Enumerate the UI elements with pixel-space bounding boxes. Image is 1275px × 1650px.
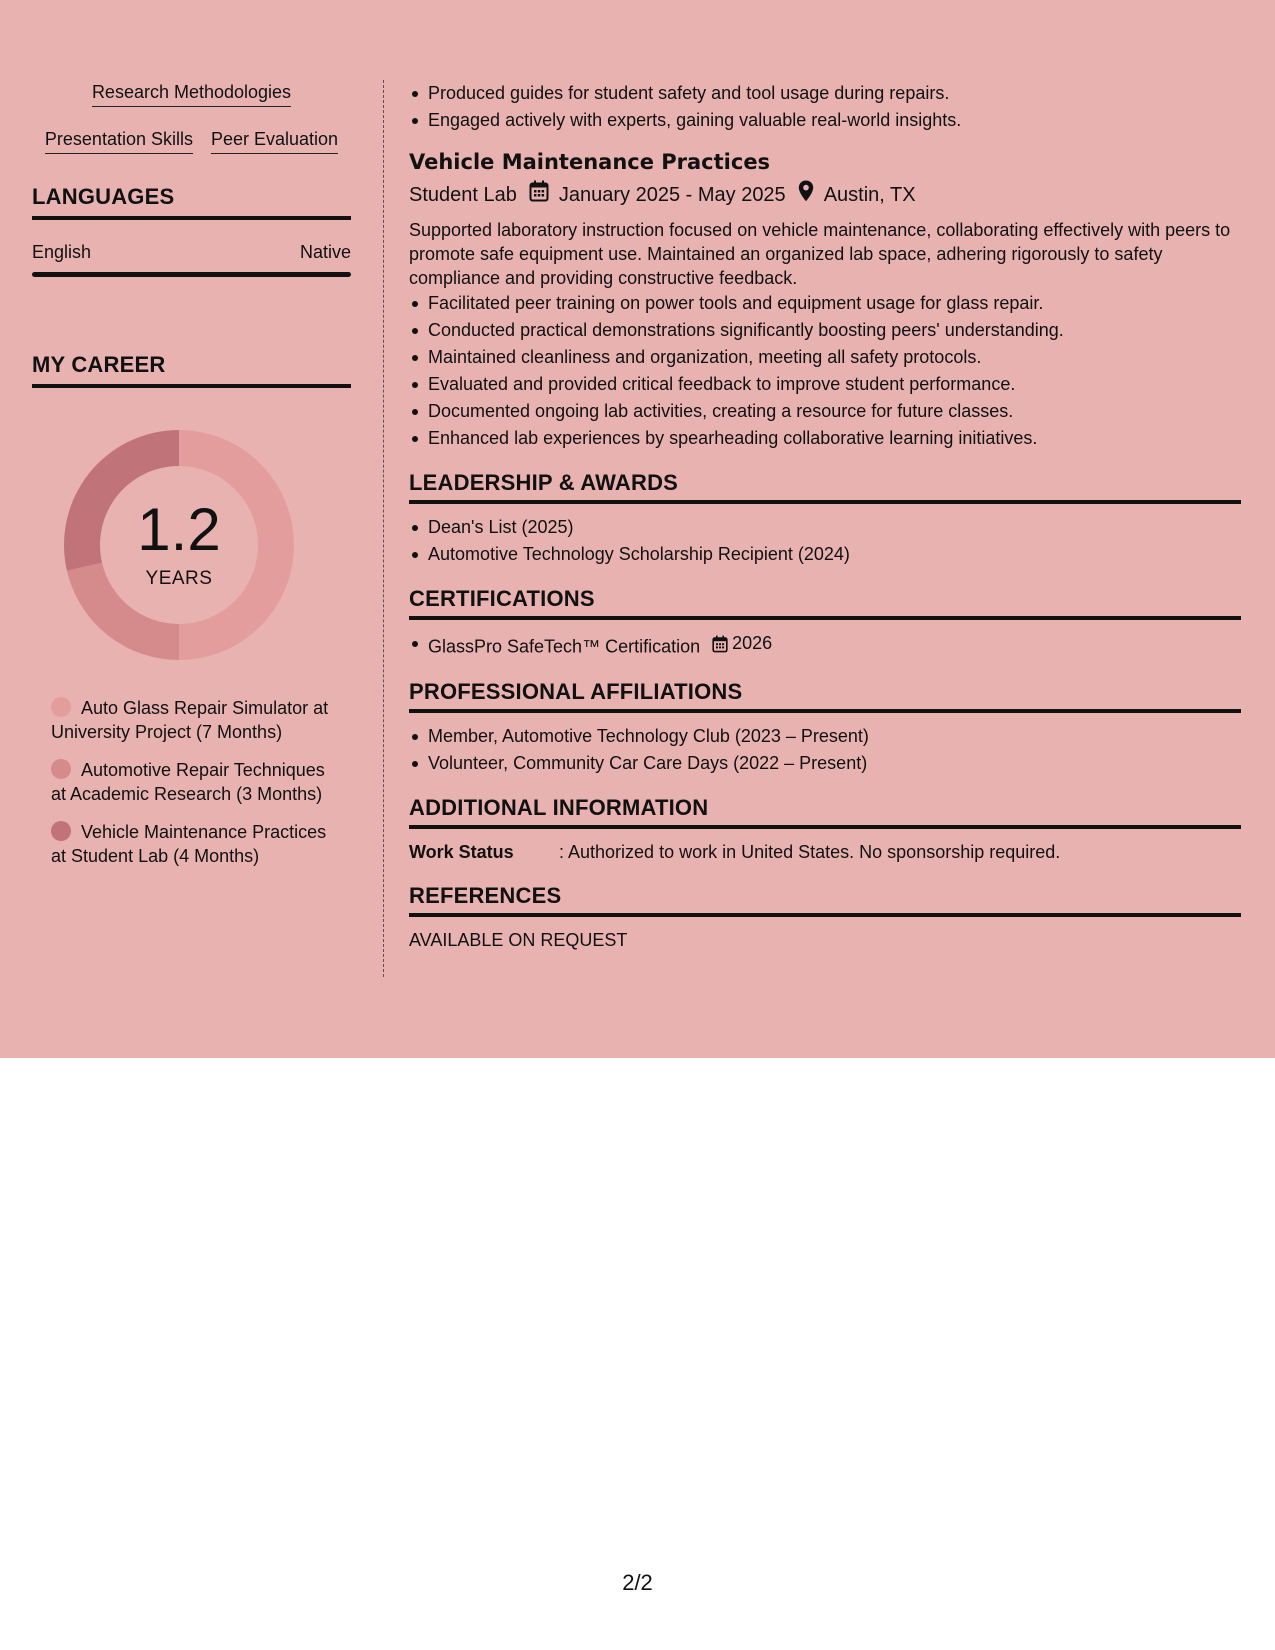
awards-heading: LEADERSHIP & AWARDS [409,470,1241,504]
list-item: Maintained cleanliness and organization, meeting all safety protocols. [409,344,1241,371]
list-item: Enhanced lab experiences by spearheading collaborative learning initiatives. [409,425,1241,452]
certification-name: GlassPro SafeTech™ Certification [428,636,701,657]
language-level: Native [299,242,351,262]
work-status-value: : Authorized to work in United States. No sponsorship required. [559,841,1061,862]
experience-description: Supported laboratory instruction focused on vehicle maintenance, collaborating effectively with peers to promote safe equipment use. Maintained an organized lab space, adhering rigorously to safety compliance and providing constructive feedback. [409,220,1231,288]
list-item: Member, Automotive Technology Club (2023 – Present) [409,723,1241,750]
list-item: Volunteer, Community Car Care Days (2022 – Present) [409,750,1241,777]
career-heading: MY CAREER [32,352,351,388]
legend-dot [51,759,71,779]
skills-row-1 [32,80,351,107]
list-item: Automotive Technology Scholarship Recipient (2024) [409,541,1241,568]
skills-row-2 [32,127,351,154]
career-legend [51,696,341,868]
certification-date [712,630,772,657]
calendar-icon [529,180,549,210]
certifications-list [409,630,1241,661]
right-column [409,80,1241,953]
list-item: Facilitated peer training on power tools and equipment usage for glass repair. [409,290,1241,317]
skills-list [32,80,351,154]
location-pin-icon [798,180,814,210]
work-status-row [409,839,1241,865]
list-item [409,630,1241,661]
experience-org: Student Lab [409,184,517,206]
experience-dates: January 2025 - May 2025 [558,184,786,206]
language-name: English [32,242,92,262]
legend-item [51,758,341,806]
additional-info-heading: ADDITIONAL INFORMATION [409,795,1241,829]
list-item: Evaluated and provided critical feedback to improve student performance. [409,371,1241,398]
previous-experience-bullets [409,80,1241,134]
language-level-bar [32,272,351,277]
legend-label: Automotive Repair Techniques at Academic Research (3 Months) [51,760,325,804]
experience-title: Vehicle Maintenance Practices [409,150,771,174]
list-item: Documented ongoing lab activities, creating a resource for future classes. [409,398,1241,425]
legend-label: Auto Glass Repair Simulator at University Project (7 Months) [51,698,329,742]
page-number: 2/2 [622,1570,653,1595]
experience-meta [409,180,1241,210]
languages-heading: LANGUAGES [32,184,351,220]
experience-location: Austin, TX [823,184,916,206]
references-heading: REFERENCES [409,883,1241,917]
career-total-years: 1.2 [137,496,221,563]
affiliations-list [409,723,1241,777]
left-column [32,80,351,882]
skill-tag: Presentation Skills [45,127,193,154]
work-status-label: Work Status [409,841,514,862]
language-row [32,240,351,264]
references-text: AVAILABLE ON REQUEST [409,929,628,950]
legend-item [51,696,341,744]
legend-label: Vehicle Maintenance Practices at Student Lab (4 Months) [51,822,327,866]
legend-dot [51,821,71,841]
experience-bullets [409,290,1241,452]
calendar-icon [712,635,728,653]
list-item: Dean's List (2025) [409,514,1241,541]
list-item: Conducted practical demonstrations significantly boosting peers' understanding. [409,317,1241,344]
career-donut-chart [64,430,294,660]
affiliations-heading: PROFESSIONAL AFFILIATIONS [409,679,1241,713]
skill-tag: Peer Evaluation [211,127,338,154]
awards-list [409,514,1241,568]
certification-year: 2026 [732,633,773,653]
legend-dot [51,697,71,717]
legend-item [51,820,341,868]
list-item: Produced guides for student safety and tool usage during repairs. [409,80,1241,107]
certifications-heading: CERTIFICATIONS [409,586,1241,620]
column-divider [383,80,384,977]
list-item: Engaged actively with experts, gaining valuable real-world insights. [409,107,1241,134]
career-unit: YEARS [145,568,213,589]
skill-tag: Research Methodologies [92,80,291,107]
